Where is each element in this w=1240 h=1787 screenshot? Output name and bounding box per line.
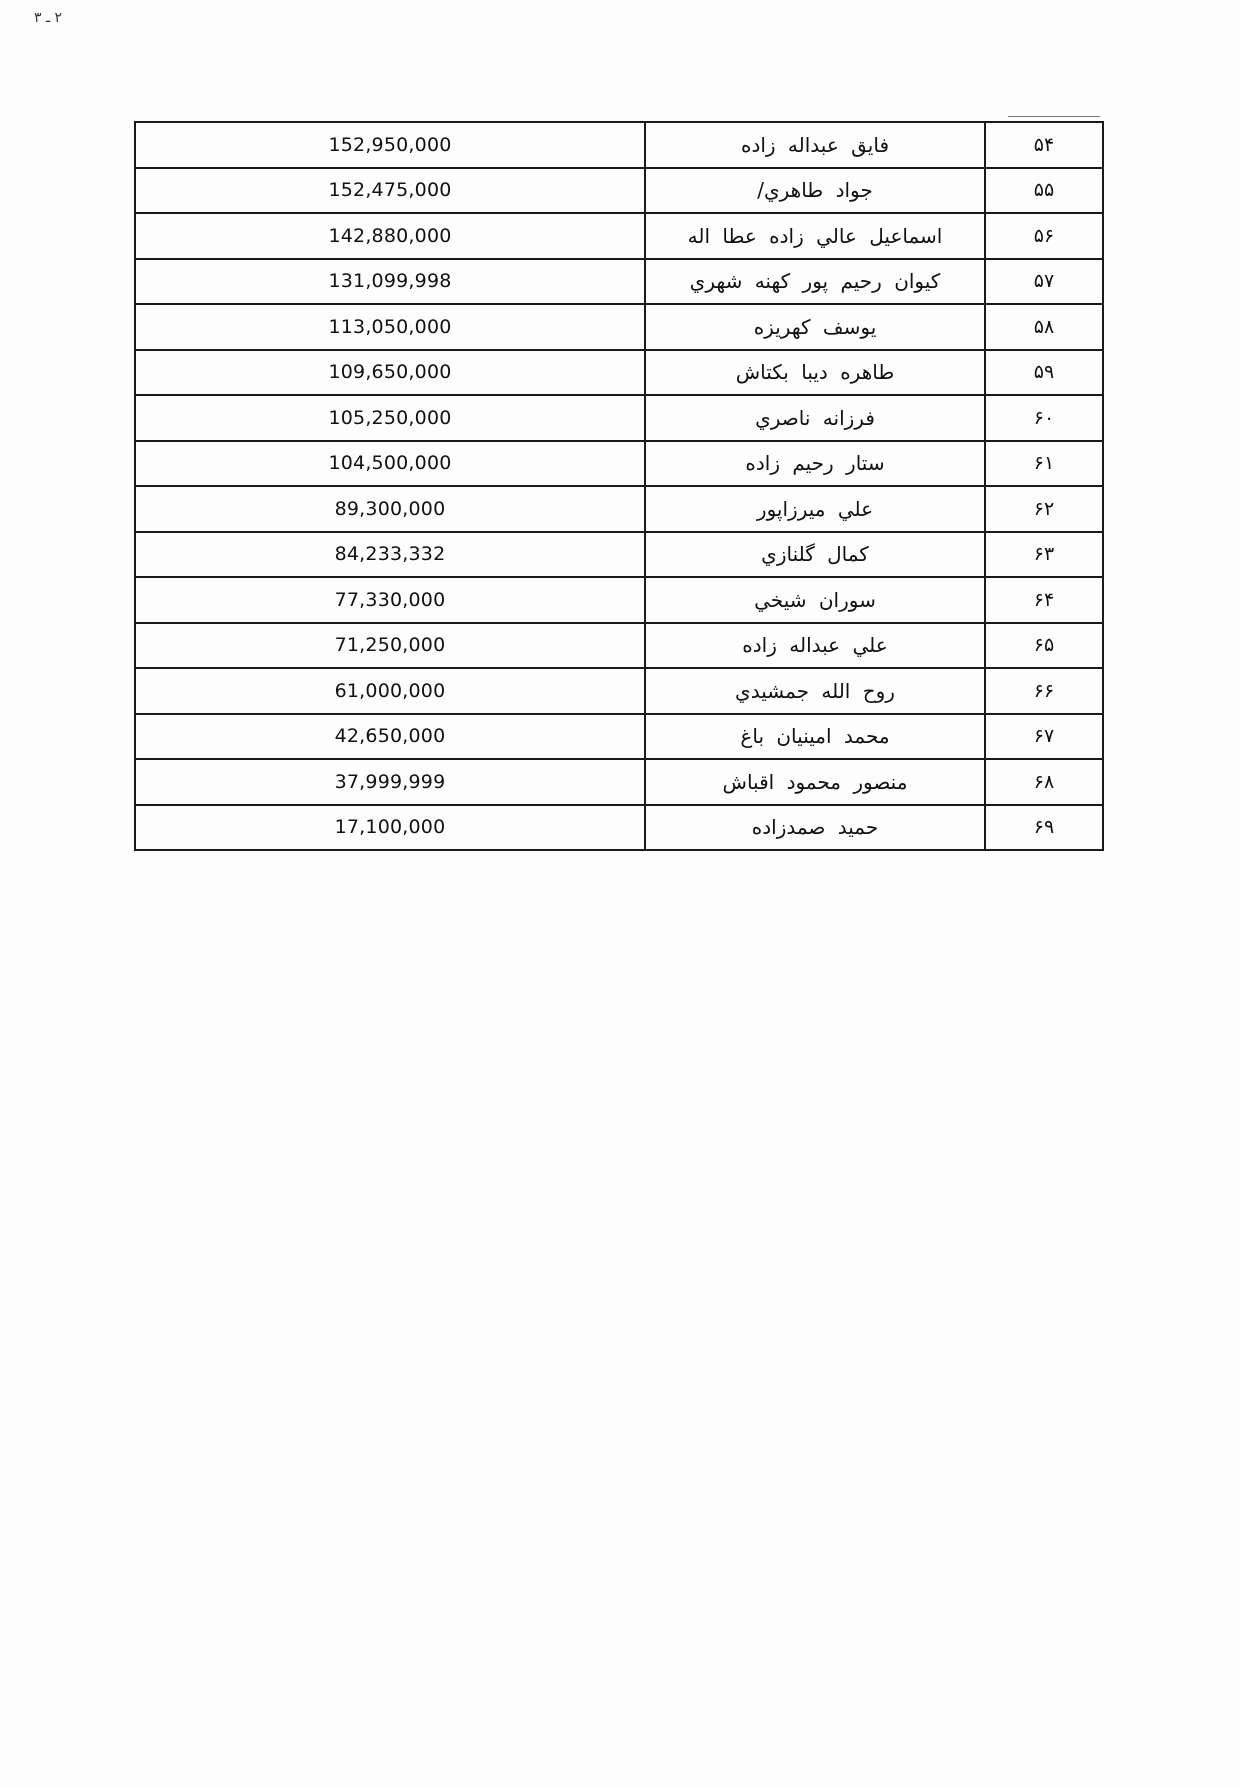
amount-cell: 89,300,000 [135, 486, 645, 532]
amount-cell: 17,100,000 [135, 805, 645, 851]
amount-cell: 142,880,000 [135, 213, 645, 259]
amount-cell: 113,050,000 [135, 304, 645, 350]
row-number-cell: ۶۷ [985, 714, 1103, 760]
name-cell: منصور محمود اقباش [645, 759, 985, 805]
name-cell: فایق عبداله زاده [645, 122, 985, 168]
row-number-cell: ۶۸ [985, 759, 1103, 805]
name-cell: روح الله جمشیدي [645, 668, 985, 714]
payments-table [134, 121, 1104, 851]
amount-cell: 77,330,000 [135, 577, 645, 623]
top-edge-line [1008, 116, 1100, 117]
table-row [135, 532, 1103, 578]
amount-cell: 84,233,332 [135, 532, 645, 578]
name-cell: جواد طاهري/ [645, 168, 985, 214]
name-cell: کیوان رحیم پور کهنه شهري [645, 259, 985, 305]
amount-cell: 104,500,000 [135, 441, 645, 487]
amount-cell: 61,000,000 [135, 668, 645, 714]
name-cell: علي میرزاپور [645, 486, 985, 532]
row-number-cell: ۶۴ [985, 577, 1103, 623]
name-cell: فرزانه ناصري [645, 395, 985, 441]
name-cell: یوسف کهریزه [645, 304, 985, 350]
table-row [135, 486, 1103, 532]
amount-cell: 152,950,000 [135, 122, 645, 168]
amount-cell: 105,250,000 [135, 395, 645, 441]
row-number-cell: ۵۷ [985, 259, 1103, 305]
name-cell: اسماعیل عالي زاده عطا اله [645, 213, 985, 259]
table-row [135, 350, 1103, 396]
row-number-cell: ۶۵ [985, 623, 1103, 669]
payments-table-container [134, 121, 1100, 851]
table-row [135, 304, 1103, 350]
corner-mark: ٢ ـ ٣ [34, 10, 63, 26]
amount-cell: 37,999,999 [135, 759, 645, 805]
row-number-cell: ۵۴ [985, 122, 1103, 168]
name-cell: طاهره دیبا بکتاش [645, 350, 985, 396]
amount-cell: 42,650,000 [135, 714, 645, 760]
row-number-cell: ۶۰ [985, 395, 1103, 441]
table-row [135, 668, 1103, 714]
name-cell: محمد امینیان باغ [645, 714, 985, 760]
table-row [135, 441, 1103, 487]
table-row [135, 168, 1103, 214]
amount-cell: 152,475,000 [135, 168, 645, 214]
row-number-cell: ۶۳ [985, 532, 1103, 578]
name-cell: علي عبداله زاده [645, 623, 985, 669]
row-number-cell: ۶۱ [985, 441, 1103, 487]
row-number-cell: ۵۸ [985, 304, 1103, 350]
name-cell: کمال گلنازي [645, 532, 985, 578]
amount-cell: 71,250,000 [135, 623, 645, 669]
table-row [135, 623, 1103, 669]
row-number-cell: ۶۲ [985, 486, 1103, 532]
table-row [135, 395, 1103, 441]
row-number-cell: ۶۹ [985, 805, 1103, 851]
table-row [135, 259, 1103, 305]
table-row [135, 805, 1103, 851]
table-row [135, 759, 1103, 805]
amount-cell: 109,650,000 [135, 350, 645, 396]
name-cell: سوران شیخي [645, 577, 985, 623]
row-number-cell: ۵۶ [985, 213, 1103, 259]
amount-cell: 131,099,998 [135, 259, 645, 305]
row-number-cell: ۶۶ [985, 668, 1103, 714]
name-cell: حمید صمدزاده [645, 805, 985, 851]
table-row [135, 213, 1103, 259]
row-number-cell: ۵۹ [985, 350, 1103, 396]
name-cell: ستار رحیم زاده [645, 441, 985, 487]
row-number-cell: ۵۵ [985, 168, 1103, 214]
table-row [135, 577, 1103, 623]
table-row [135, 122, 1103, 168]
table-row [135, 714, 1103, 760]
